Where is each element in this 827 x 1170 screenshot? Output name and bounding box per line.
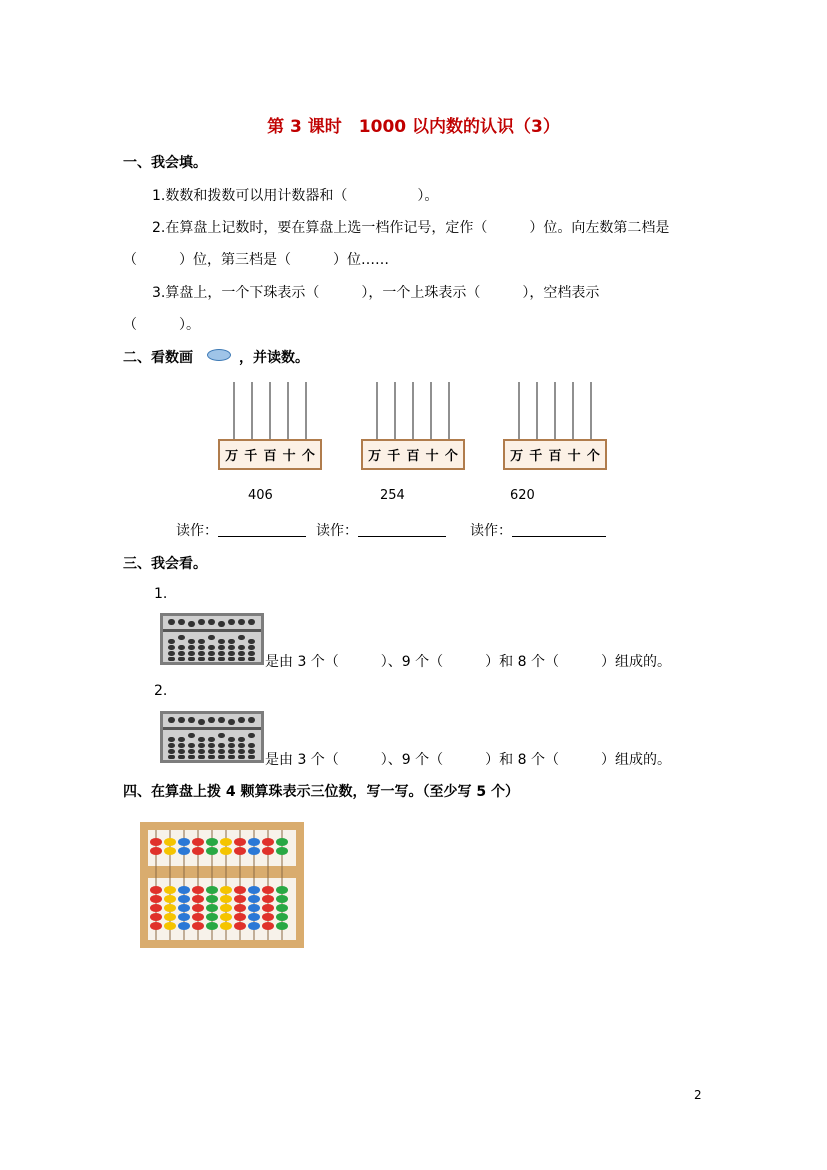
read-as-label: 读作： (316, 523, 358, 539)
question-1-2-line2: （ ）位，第三档是（ ）位…… (123, 252, 389, 268)
item-2-number: 2. (154, 683, 168, 699)
page-title: 第 3 课时 1000 以内数的认识（3） (267, 117, 560, 137)
abacus-photo-1 (160, 613, 264, 665)
place-label-qian: 千 (244, 449, 258, 464)
page-number: 2 (694, 1088, 702, 1102)
question-1-3-line1: 3.算盘上，一个下珠表示（ ），一个上珠表示（ ），空档表示 (152, 285, 600, 301)
read-as-label: 读作： (176, 523, 218, 539)
place-label-wan: 万 (225, 449, 239, 464)
place-label-bai: 百 (548, 449, 562, 464)
counter-3 (503, 382, 607, 472)
place-label-shi: 十 (567, 449, 581, 464)
section-3-heading: 三、我会看。 (123, 556, 207, 572)
question-1-2-line1: 2.在算盘上记数时，要在算盘上选一档作记号，定作（ ）位。向左数第二档是 (152, 220, 670, 236)
place-label-ge: 个 (301, 449, 315, 464)
counter-1 (218, 382, 322, 472)
place-label-ge: 个 (444, 449, 458, 464)
abacus-photo-1-drawing (160, 613, 264, 665)
place-label-ge: 个 (586, 449, 600, 464)
place-label-bai: 百 (263, 449, 277, 464)
place-label-wan: 万 (510, 449, 524, 464)
number-1: 406 (248, 488, 273, 503)
read-as-3 (470, 520, 606, 540)
colorful-abacus-photo (140, 822, 304, 948)
read-as-2 (316, 520, 446, 540)
answer-line[interactable] (358, 522, 446, 537)
number-3: 620 (510, 488, 535, 503)
abacus-photo-2 (160, 711, 264, 763)
section-2-heading (123, 347, 309, 367)
section-1-heading: 一、我会填。 (123, 155, 207, 171)
counter-1-labels (218, 440, 322, 469)
item-2-text: 是由 3 个（ ）、9 个（ ）和 8 个（ ）组成的。 (265, 752, 671, 768)
item-1-text: 是由 3 个（ ）、9 个（ ）和 8 个（ ）组成的。 (265, 654, 671, 670)
question-1-1: 1.数数和拨数可以用计数器和（ ）。 (152, 188, 439, 204)
place-label-qian: 千 (387, 449, 401, 464)
oval-bead-icon (207, 349, 231, 361)
item-1-number: 1. (154, 586, 168, 602)
read-as-label: 读作： (470, 523, 512, 539)
answer-line[interactable] (218, 522, 306, 537)
section-2-heading-after: ，并读数。 (239, 350, 309, 366)
counter-3-labels (503, 440, 607, 469)
question-1-3-line2: （ ）。 (123, 317, 200, 333)
colorful-abacus-drawing (140, 822, 304, 948)
place-label-shi: 十 (282, 449, 296, 464)
counter-2-labels (361, 440, 465, 469)
section-2-heading-before: 二、看数画 (123, 350, 193, 366)
place-label-wan: 万 (368, 449, 382, 464)
section-4-heading: 四、在算盘上拨 4 颗算珠表示三位数，写一写。（至少写 5 个） (123, 784, 519, 800)
place-label-qian: 千 (529, 449, 543, 464)
counter-2 (361, 382, 465, 472)
place-label-shi: 十 (425, 449, 439, 464)
number-2: 254 (380, 488, 405, 503)
answer-line[interactable] (512, 522, 606, 537)
abacus-photo-2-drawing (160, 711, 264, 763)
place-label-bai: 百 (406, 449, 420, 464)
read-as-1 (176, 520, 306, 540)
